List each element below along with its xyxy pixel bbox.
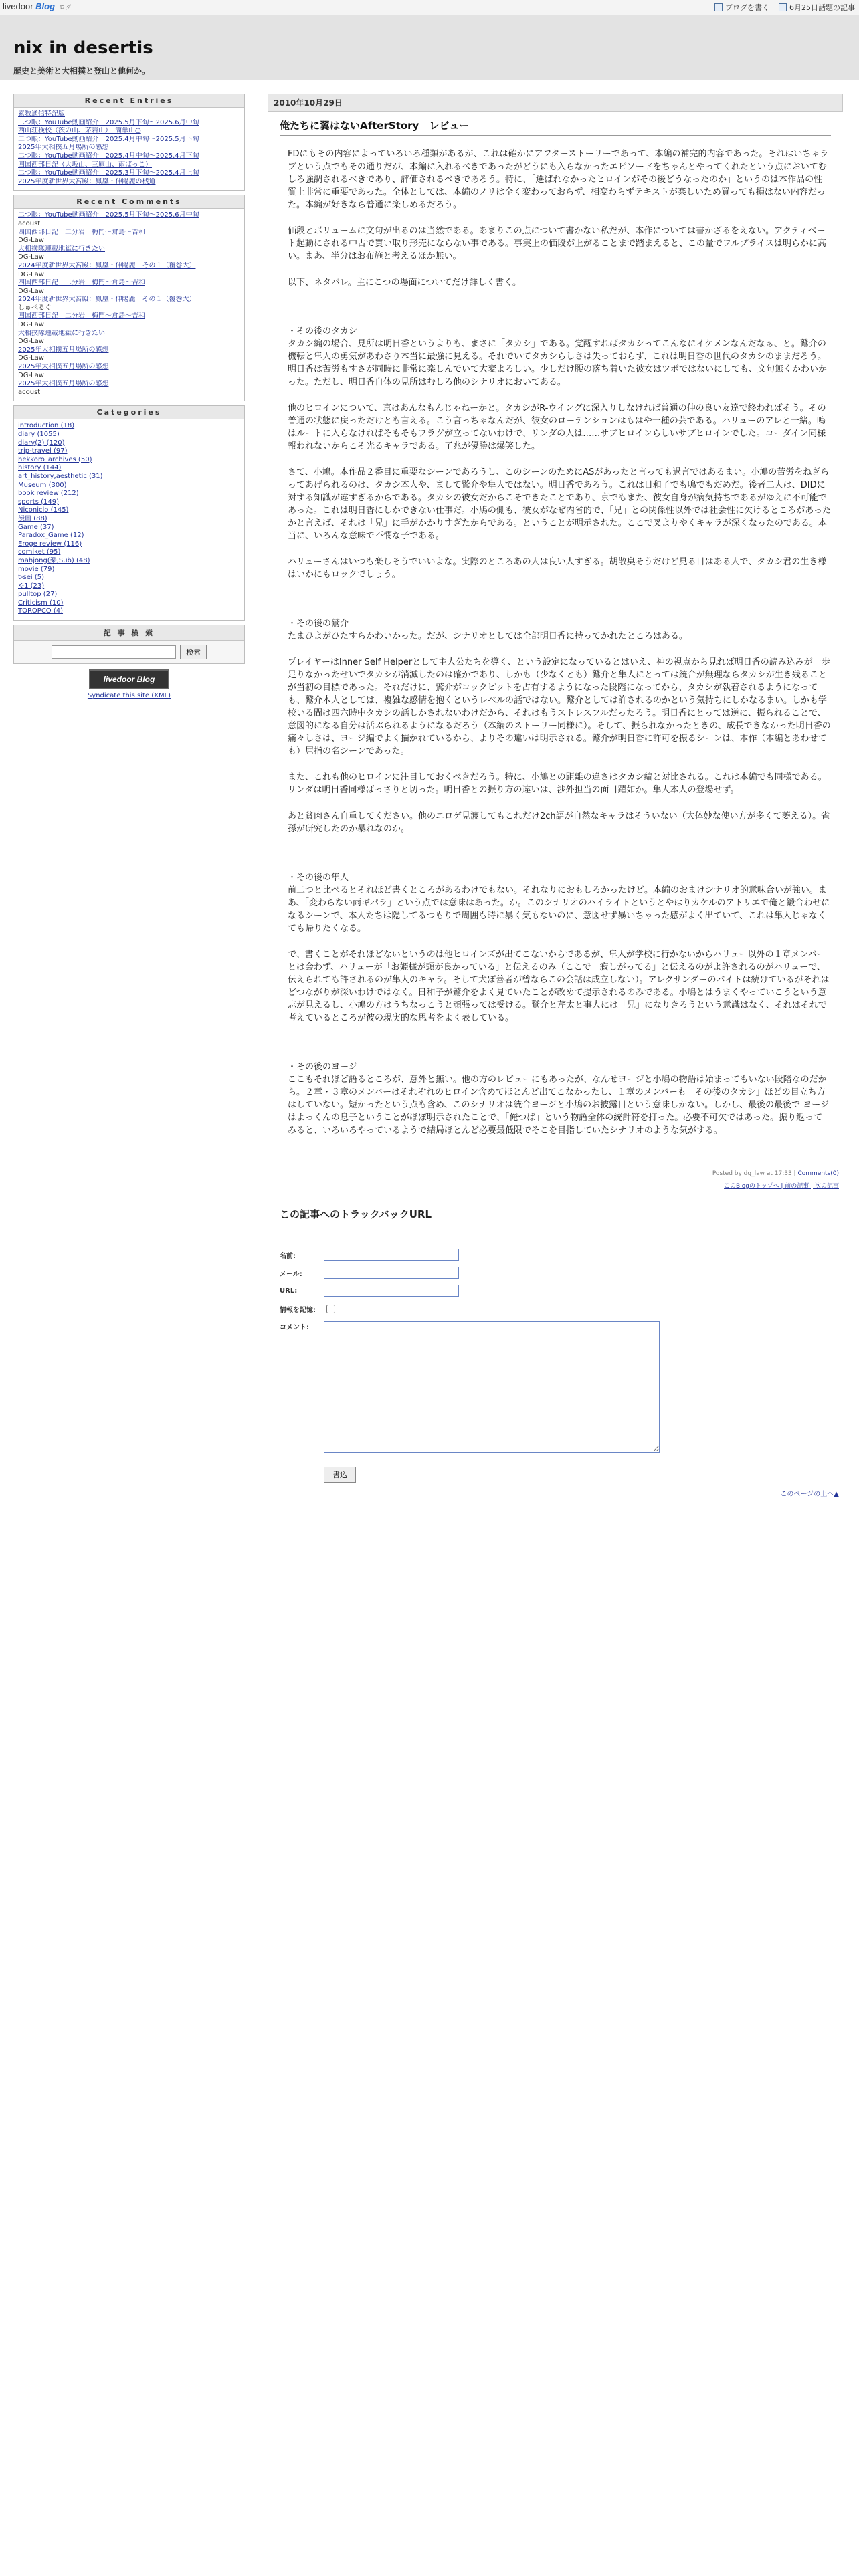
article-paragraph: プレイヤーはInner Self Helperとして主人公たちを導く、という設定になっているとはいえ、神の視点から見れば明日香の読み込みが一歩足りなかったせいでタカシが消滅したのは確かであり、しかも（少なくとも）鷲介と隼人にとっては統合が無理ならタカシが生き残ることが当初の目標であった。それだけに、鷲介がコックピットを占有するようになった段階になってから、タカシが執着されるようになっても、鷲介本人としては、複雑な感情を抱くというレベルの話ではない。鷲介としては許されるのかという気持ちにしかなるまい。しかも学校いる間は四六時中タカシの話しかされないわけだから、それはもうストレスフルだったろう。明日香にとっては逆に、振られることで、意図的になる自分は活ぶられるようになるだろう（本編のストーリー同様に）。そして、振られなかったときの、成長できなかった明日香の痛々しさは、ヨージ編でよく描かれているから、よりその違いは明示される。鷲介が明日香に許可を振るシーンは、本作（本編とあわせても）屈指の名シーンであった。	[288, 657, 831, 756]
recent-comments-heading: Recent Comments	[14, 195, 244, 209]
topbar-right-links	[714, 2, 855, 13]
category-link[interactable]: mahjong(楽,Sub) (48)	[18, 556, 90, 564]
recent-entry-link[interactable]: 二つ眼：YouTube動画紹介 2025.3月下旬〜2025.4月上旬	[18, 169, 199, 177]
category-link[interactable]: art_history,aesthetic (31)	[18, 472, 103, 480]
recent-entries-box	[13, 94, 245, 191]
recent-comment-author: DG-Law	[18, 270, 44, 278]
article-paragraph: ・その後のタカシ タカシ編の場合、見所は明日香というよりも、まさに「タカシ」である。覚醒すればタカシってこんなにイケメンなんだなぁ、と。鷲介の機転と隼人の勇気があわさり本当に最強に見える。それでいてタカシらしさは失っておらず、これは明日香の世代のタカシのままだろう。明日香は苦労もすさが同時に非常に楽しんでいて大変よろしい。少しだけ腰の落ち着いた彼女はツボではないにしても、文句無くかわいかった。ただし、明日香自体の見所はむしろ他のシナリオにおいてある。	[288, 326, 828, 387]
search-row	[14, 641, 244, 663]
article-paragraph: ・その後のヨージ ここもそれほど語るところが、意外と無い。他の方のレビューにもあったが、なんせヨージと小鳩の物語は始まってもいない段階なのだから。２章・３章のメンバーはそれぞれのヒロイン含めてほとんど出てこなかったし、１章のメンバーも「その後のタカシ」ほどの目立ち方はしていない。短かったという点も含め、このシナリオは統合ヨージと小鳩のお披露目という意味しかない。しかし、最後の最後で ヨージはよっくんの息子ということがほぼ明示されたことで、「俺つば」という物語全体の統計符を打った。必要不可欠ではあった。振り返ってみると、いろいろやっているようで結局ほとんど必要最低限でそこを目指していたシナリオのような気がする。	[288, 1062, 829, 1136]
recent-comment-link[interactable]: 大相撲隊連載地獄に行きたい	[18, 245, 105, 253]
categories-list	[14, 419, 244, 620]
recent-comment-link[interactable]: 四国西部日記 二分岩 梅門〜倉島〜吉和	[18, 279, 145, 287]
name-field[interactable]	[324, 1249, 459, 1261]
recent-comment-author: DG-Law	[18, 321, 44, 329]
category-link[interactable]: hekkoro_archives (50)	[18, 455, 92, 463]
article-paragraph: FDにもその内容によっていろいろ種類があるが、これは確かにアフターストーリーであって、本編の補完的内容であった。それはいちゃラブという点でもその通りだが、本編に入れるべきであったがどうにも入らなかったエピソードをちゃんとやってくれたという点においてむしろ強調されるべきであり、評価されるべきであろう。特に、「選ばれなかったヒロインがその後どうなったのか」というのは本作品の性質上非常に重要であった。全体としては、本編のノリは全く変わっておらず、相変わらずテキストが楽しいため買っても損はない内容だった。本編が好きなら普通に楽しめるだろう。	[288, 149, 829, 210]
recent-comment-link[interactable]: 大相撲隊連載地獄に行きたい	[18, 329, 105, 337]
category-link[interactable]: Erogе review (116)	[18, 540, 82, 548]
recent-comment-link[interactable]: 2024年度新世界大宮殿：鳳凰・伸陽鹿 その１（覆巻大）	[18, 296, 196, 304]
today-topic-label: 6月25日話題の記事	[789, 3, 855, 12]
article-paragraph: 他のヒロインについて、京はあんなもんじゃねーかと。タカシがR-ウイングに深入りしなければ普通の仲の良い友達で終わればそう。その普通の状態に戻っただけとも言える。こう言っちゃなんだが、彼女のローテンションはもはや一種の芸である。ハリューのアレと一緒。鳴はルートに入らなければそもそもフラグが立ってないわけで、リンダの人は……サブヒロインらしいサブヒロインでした。コーダイン同様報われないからこそ光るキャラである。了兆が優勝は爆笑した。	[288, 403, 826, 451]
recent-comment-author: DG-Law	[18, 253, 44, 261]
mail-label: メール:	[280, 1270, 302, 1278]
main-content	[268, 94, 843, 1498]
pencil-icon	[714, 3, 723, 11]
remember-row	[280, 1303, 843, 1315]
recent-entry-link[interactable]: 2025年大相撲五月場所の感想	[18, 144, 109, 152]
category-link[interactable]: t-sei (5)	[18, 574, 45, 582]
remember-label: 情報を記憶:	[280, 1307, 316, 1314]
recent-comment-link[interactable]: 2025年大相撲五月場所の感想	[18, 380, 109, 388]
article-posted-line: Posted by dg_law at 17:33 | Comments(0)	[712, 1170, 839, 1177]
category-link[interactable]: sports (149)	[18, 498, 59, 506]
mail-row	[280, 1267, 843, 1279]
recent-comment-author: DG-Law	[18, 237, 44, 245]
category-link[interactable]: 漫画 (88)	[18, 514, 47, 522]
today-topic-link[interactable]	[779, 2, 855, 13]
recent-comment-link[interactable]: 2024年度新世界大宮殿：鳳凰・伸陽鹿 その１（覆巻大）	[18, 261, 196, 270]
name-row	[280, 1249, 843, 1261]
categories-heading: Categories	[14, 406, 244, 419]
write-blog-link[interactable]	[714, 2, 769, 13]
category-link[interactable]: pulltop (27)	[18, 591, 58, 599]
posted-by-text: Posted by dg_law at 17:33	[712, 1170, 792, 1177]
category-link[interactable]: K-1 (23)	[18, 582, 45, 590]
recent-comments-box	[13, 195, 245, 401]
search-heading: 記 事 検 索	[14, 625, 244, 641]
article-paragraph: さて、小鳩。本作品２番目に重要なシーンであろうし、このシーンのためにASがあったと言っても過言ではあるまい。小鳩の苦労をねぎらってあげられるのは、タカシ本人や、まして鷲介や隼人ではない。明日香であろう。これは日和子でも鳴でもだめだ。後者二人は、DIDに対する知識が違すぎるからである。タカシの彼女だからこそできたことであり、京でもまた、彼女自身が病気持ちであるがゆえに不可能であった。これは明日香にしかできない仕事だ。小鳩の側も、彼女がなぜ内省的で、「兄」との関係性以外では社会性に欠けるところがあったかと言えば、それは「兄」に手がかかりすぎたからである。ということが明示された。ここで叉よりやくキャラが深くなったのである。本当に、いろんな意味で不憫な子である。	[288, 467, 831, 541]
category-link[interactable]: Game (37)	[18, 523, 54, 531]
recent-entry-link[interactable]: 二つ眼：YouTube動画紹介 2025.4月中旬〜2025.4月下旬	[18, 152, 199, 160]
category-link[interactable]: comiket (95)	[18, 548, 61, 556]
recent-entries-heading: Recent Entries	[14, 94, 244, 108]
article-title[interactable]: 俺たちに翼はないAfterStory レビュー	[280, 118, 831, 136]
url-row	[280, 1285, 843, 1297]
category-link[interactable]: Paradox_Game (12)	[18, 532, 84, 540]
submit-button[interactable]: 書込	[324, 1467, 356, 1483]
article-paragraph: あと貧肉さん自重してください。他のエロゲ見渡してもこれだけ2ch語が自然なキャラはそういない（大体妙な使い方が多くて萎える）。雀孫が研究したのか暴れなのか。	[288, 811, 830, 834]
recent-entry-link[interactable]: 二つ眼：YouTube動画紹介 2025.5月下旬〜2025.6月中旬	[18, 118, 199, 126]
recent-comment-author: DG-Law	[18, 338, 44, 346]
sidebar	[13, 94, 245, 700]
recent-entries-list	[14, 108, 244, 190]
category-link[interactable]: Criticism (10)	[18, 599, 64, 607]
article-paragraph: 価段とボリュームに文句が出るのは当然である。あまりこの点について書かない私だが、本作については書かざるをえない。アクティベート起動にされる中古で買い取り形売にならない事である。事実上の価段が上がることまで踏まえると、この量でフルプライスは明らかに高い。まあ、半分はお布施と考えるほか無い。	[288, 226, 826, 261]
recent-comment-author: acoust	[18, 388, 41, 396]
url-label: URL:	[280, 1287, 298, 1295]
recent-entry-link[interactable]: 西山荘検校（茨の山、茅岩山） 簡単山○	[18, 127, 141, 135]
category-link[interactable]: introduction (18)	[18, 422, 75, 430]
url-field[interactable]	[324, 1285, 459, 1297]
category-link[interactable]: movie (79)	[18, 565, 55, 573]
article-body	[288, 148, 831, 1137]
name-label: 名前:	[280, 1252, 296, 1260]
back-to-top-link[interactable]: このページの上へ▲	[780, 1491, 839, 1498]
article-nav-links	[268, 1181, 839, 1190]
category-link[interactable]: Museum (300)	[18, 481, 67, 489]
comment-label: コメント:	[280, 1324, 309, 1331]
category-link[interactable]: book review (212)	[18, 490, 79, 498]
recent-comment-link[interactable]: 2025年大相撲五月場所の感想	[18, 346, 109, 354]
recent-comment-link[interactable]: 四国西部日記 二分岩 梅門〜倉島〜吉和	[18, 228, 145, 236]
article-paragraph: で、書くことがそれほどないというのは他ヒロインズが出てこないからであるが、隼人が学校に行かないからハリュー以外の１章メンバーとは会わず、ハリューが「お姫様が頭が良かっている」と伝えるのみ（ここで「寂しがってる」と伝えるのがよ許されるのがハリューで、伝えられても許されるのが隼人のキャラ。そして犬ぽ善者が曾ならこの会話は成立しない）。アレクサンダーのバイトは続けているがそれはどつながりが深いわけではなく。日和子が鷲介をよく見ていたことが改めて提示されるのみである。小鳩とはうまくやっていこうという意志が見えるし、小鳩の方はうちなっこうと頑張っては受ける。鷲介と芹太と事人には「兄」になりきろうという意識はなく、それはそれで考えているところが彼の現実的な思考をよく表している。	[288, 950, 830, 1023]
blog-nav-links[interactable]: このBlogのトップへ | 前の記事 | 次の記事	[724, 1183, 839, 1190]
category-link[interactable]: diary (1055)	[18, 431, 60, 438]
comments-link[interactable]: Comments(0)	[797, 1170, 839, 1177]
livedoor-logo[interactable]	[3, 1, 72, 11]
comment-form	[280, 1249, 843, 1483]
recent-comment-author: しゅぺるぐ	[18, 304, 52, 312]
category-link[interactable]: TOROPCO (4)	[18, 607, 64, 615]
article-paragraph: ハリューさんはいつも楽しそうでいいよな。実際のところあの人は良い人すぎる。胡散臭そうだけど見る目はある人で、タカシ君の生き様はいかにもロックでしょう。	[288, 557, 827, 580]
category-link[interactable]: Niconiclo (145)	[18, 506, 69, 514]
article-paragraph: ・その後の鷲介 たまひよがひたすらかわいかった。だが、シナリオとしては全部明日香に持ってかれたところはある。	[288, 619, 688, 641]
comment-textarea[interactable]	[324, 1321, 660, 1453]
remember-checkbox[interactable]	[326, 1305, 335, 1313]
recent-entry-link[interactable]: 四国西部日記（大坂山、三原山、雨ばっこ）	[18, 160, 152, 169]
livedoor-topbar	[0, 0, 859, 15]
category-link[interactable]: trip-travel (97)	[18, 447, 68, 455]
entry-date: 2010年10月29日	[268, 94, 843, 112]
mail-field[interactable]	[324, 1267, 459, 1279]
search-box	[13, 625, 245, 664]
blog-subtitle: 歴史と美術と大相撲と登山と他何か。	[13, 66, 151, 76]
comment-row	[280, 1321, 843, 1453]
recent-entry-link[interactable]: 2025年度新世界大宮殿：鳳凰・伸陽鹿の桟道	[18, 177, 156, 185]
categories-box	[13, 405, 245, 621]
recent-comment-link[interactable]: 二つ眼：YouTube動画紹介 2025.5月下旬〜2025.6月中旬	[18, 211, 199, 219]
recent-comment-author: DG-Law	[18, 371, 44, 379]
write-blog-label: ブログを書く	[725, 3, 769, 12]
recent-comment-author: acoust	[18, 219, 41, 227]
syndicate-link[interactable]: Syndicate this site (XML)	[87, 692, 171, 700]
blog-title[interactable]: nix in desertis	[13, 38, 153, 58]
article-paragraph: 以下、ネタバレ。主にこつの場面についてだけ詳しく書く。	[288, 278, 522, 288]
recent-comment-author: DG-Law	[18, 354, 44, 362]
article-paragraph: ・その後の隼人 前二つと比べるとそれほど書くところがあるわけでもない。それなりにおもしろかったけど。本編のおまけシナリオ的意味合いが強い。まあ、「変わらない雨ギパラ」という点では意味はあった。か。このシナリオのハイライトというとやはりカケルのアトリエで俺と鍛合わせになるシーンで、本人たちは隠してるつもりで周囲も時に暴く気もないのに、意図せず暴いちゃった感がよく出ていて、これは隼人じゃなくても帰りたくなる。	[288, 873, 830, 934]
recent-comments-list	[14, 209, 244, 401]
logo-blog-text: Blog	[35, 1, 56, 11]
livedoor-blog-badge[interactable]: livedoor Blog	[89, 669, 169, 689]
recent-comment-link[interactable]: 四国西部日記 二分岩 梅門〜倉島〜吉和	[18, 312, 145, 320]
logo-livedoor-text: livedoor	[3, 1, 33, 11]
blog-header	[0, 15, 859, 80]
article-paragraph: また、これも他のヒロインに注目しておくべきだろう。特に、小鳩との距離の違さはタカシ編と対比される。これは本編でも同様である。リンダは明日香同様ばっさりと切った。明日香との振り方の違いは、渉外担当の面目躍如か。隼人本人の登場せず。	[288, 772, 827, 795]
category-link[interactable]: history (144)	[18, 464, 62, 472]
category-link[interactable]: diary(2) (120)	[18, 439, 65, 447]
calendar-icon	[779, 3, 787, 11]
recent-comment-link[interactable]: 2025年大相撲五月場所の感想	[18, 363, 109, 371]
recent-entry-link[interactable]: 素数通信特記版	[18, 110, 65, 118]
search-input[interactable]	[52, 645, 176, 659]
recent-comment-author: DG-Law	[18, 287, 44, 295]
search-button[interactable]: 検索	[180, 645, 207, 659]
recent-entry-link[interactable]: 二つ眼：YouTube動画紹介 2025.4月中旬〜2025.5月下旬	[18, 135, 199, 143]
logo-small-text: ログ	[59, 4, 72, 11]
trackback-title: この記事へのトラックバックURL	[280, 1207, 831, 1224]
